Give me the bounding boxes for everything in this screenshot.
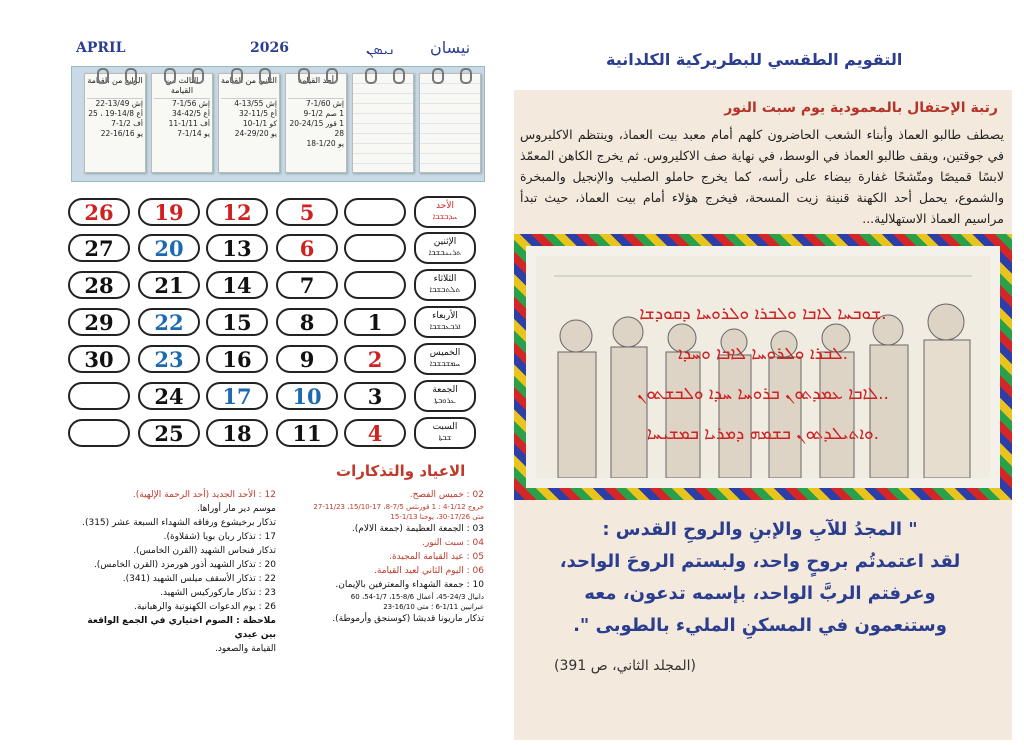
- feast-entry: 23 : تذكار ماركوركيس الشهيد.: [160, 588, 276, 598]
- weekday-arabic: الخميس: [429, 348, 461, 358]
- feast-entry: عبرانيين 1/11-6 ؛ متى 16/10-23: [383, 603, 484, 611]
- calendar-date-cell: 27: [68, 234, 130, 262]
- weekday-arabic: الجمعة: [432, 385, 458, 395]
- quote-line: لقد اعتمدتُم بروحٍ واحد، ولبستم الروحَ الواحد،: [559, 551, 961, 572]
- weekday-arabic: الإثنين: [433, 237, 457, 247]
- feast-entry: دانيال 24/3-45، أعمال 8/6-15، 1/7-54، 60: [350, 593, 484, 601]
- feast-entry: تذكار ماريونا قديشا (كوسنجق وأرموطة).: [332, 614, 484, 624]
- reading-line: أع 42/5-34: [171, 109, 210, 118]
- weekday-syriac: ܫܒܬܐ: [438, 433, 452, 442]
- feast-entry: 04 : سبت النور.: [422, 538, 484, 548]
- calendar-date-cell: 17: [206, 382, 268, 410]
- quote-line: وستنعمون في المسكنِ المليء بالطوبى ".: [573, 615, 947, 636]
- calendar-date-cell: 18: [206, 419, 268, 447]
- calendar-date-cell: 10: [276, 382, 338, 410]
- feast-entry: 02 : خميس الفصح.: [409, 490, 484, 500]
- calendar-date-cell: 28: [68, 271, 130, 299]
- feast-entry: 22 : تذكار الأسقف ميلس الشهيد (341).: [122, 574, 276, 584]
- feast-entry: 10 : جمعة الشهداء والمعترفين بالإيمان.: [335, 580, 484, 590]
- calendar-date-cell: [344, 234, 406, 262]
- weekday-label: [414, 232, 476, 264]
- feast-entry: 05 : عيد القيامة المجيدة.: [389, 552, 484, 562]
- weekday-syriac: ܥܪܘܒܬܐ: [434, 396, 456, 405]
- reading-line: إش 13/55-4: [234, 99, 277, 108]
- calendar-date-cell: 26: [68, 198, 130, 226]
- calendar-date-cell: 14: [206, 271, 268, 299]
- weekday-syriac: ܚܕܒܫܒܐ: [432, 212, 458, 221]
- reading-line: يو 1/14-7: [177, 129, 210, 138]
- feast-entry: موسم دير مار أوراها.: [196, 504, 276, 514]
- feasts-column-right: [290, 488, 484, 626]
- calendar-date-cell: 19: [138, 198, 200, 226]
- reading-line: إش 1/60-7: [306, 99, 344, 108]
- syriac-line: ܠܐܒܐ ܥܡܕܬܘܢ ܒܪܘܚܐ ܚܕܐ ܘܠܒܫܬܘܢ..: [637, 384, 889, 404]
- weekday-syriac: ܚܡܫܒܫܒܐ: [429, 359, 461, 368]
- reading-card: [218, 73, 280, 173]
- feast-entry: 12 : الأحد الجديد (أحد الرحمة الإلهية).: [132, 490, 276, 500]
- reading-line: أع 11/5-32: [238, 109, 277, 118]
- feast-entry: 03 : الجمعة العظيمة (جمعة الالام).: [351, 524, 484, 534]
- quote-reference: (المجلد الثاني، ص 391): [554, 658, 696, 674]
- reading-line: إش 13/49-22: [95, 99, 143, 108]
- calendar-date-cell: 12: [206, 198, 268, 226]
- calendar-date-cell: 3: [344, 382, 406, 410]
- blank-card: [352, 73, 414, 173]
- calendar-date-cell: 29: [68, 308, 130, 336]
- calendar-date-cell: [68, 382, 130, 410]
- feast-entry: 20 : تذكار الشهيد أذور هورمزد (القرن الخامس).: [93, 560, 276, 570]
- reading-line: كو 1/1-10: [242, 119, 277, 128]
- congregation-drawing: [536, 256, 990, 478]
- blank-card: [419, 73, 481, 173]
- reading-line: 1 قور 24/15-20: [289, 119, 344, 128]
- weekday-label: [414, 306, 476, 338]
- calendar-date-cell: 22: [138, 308, 200, 336]
- reading-line: أف 1/11-11: [168, 119, 210, 128]
- reading-line: أف 1/2-7: [111, 119, 143, 128]
- readings-notepad: [71, 66, 485, 182]
- calendar-date-cell: 6: [276, 234, 338, 262]
- syriac-line: ܠܒܪܐ ܘܠܪܘܚܐ ܠܐܒܐ ܘܚܕܐ.: [677, 344, 848, 364]
- reading-line: 1 صم 1/2-9: [303, 109, 344, 118]
- weekday-label: [414, 417, 476, 449]
- calendar-date-cell: 25: [138, 419, 200, 447]
- reading-line: يو 29/20-24: [234, 129, 277, 138]
- weekday-label: [414, 269, 476, 301]
- quote-line: وعرفتم الربَّ الواحد، بإسمه تدعون، معه: [584, 583, 936, 604]
- month-syriac: ܢܝܣܢ: [366, 42, 395, 58]
- reading-card-title: الثالث من القيامة: [154, 76, 210, 99]
- feast-entry: 06 : اليوم الثاني لعيد القيامة.: [374, 566, 484, 576]
- feast-entry: 17 : تذكار ربان بويا (شقلاوة).: [163, 532, 276, 542]
- reading-line: 28: [334, 129, 344, 138]
- feast-entry: ملاحظة : الصوم اختياري في الجمع الواقعة بين عيدي: [87, 616, 276, 640]
- calendar-date-cell: 24: [138, 382, 200, 410]
- calendar-date-cell: 30: [68, 345, 130, 373]
- reading-line: أع 14/8-19 ، 25: [88, 109, 143, 118]
- feast-entry: خروج 1/12-4 : 1 قورنثس 7/5-8، 17-15/10، 11/23-27: [313, 503, 484, 511]
- calendar-date-cell: [68, 419, 130, 447]
- calendar-date-cell: 21: [138, 271, 200, 299]
- reading-line: يو 1/20-18: [306, 139, 344, 148]
- weekday-syriac: ܬܪܝܢܒܫܒܐ: [428, 248, 462, 257]
- weekday-label: [414, 343, 476, 375]
- syriac-line: ܫܘܒܚܐ ܠܐܒܐ ܘܠܒܪܐ ܘܠܪܘܚܐ ܕܩܘܕܫܐ.: [639, 304, 887, 324]
- page-title: التقويم الطقسي للبطريركية الكلدانية: [606, 50, 903, 69]
- calendar-date-cell: 23: [138, 345, 200, 373]
- month-english: APRIL: [76, 40, 126, 56]
- calendar-date-cell: 16: [206, 345, 268, 373]
- calendar-date-cell: 5: [276, 198, 338, 226]
- reading-card-title: الثاني من القيامة: [221, 76, 277, 99]
- weekday-label: [414, 196, 476, 228]
- year: 2026: [250, 40, 289, 56]
- reading-card: [285, 73, 347, 173]
- feasts-column-left: [74, 488, 276, 656]
- calendar-date-cell: 15: [206, 308, 268, 336]
- calendar-date-cell: 13: [206, 234, 268, 262]
- calendar-date-cell: 7: [276, 271, 338, 299]
- reading-card: [84, 73, 146, 173]
- feast-entry: 26 : يوم الدعوات الكهنوتية والرهبانية.: [134, 602, 276, 612]
- reading-card-title: الرابع من القيامة: [87, 76, 143, 99]
- calendar-date-cell: 8: [276, 308, 338, 336]
- feasts-title: الاعياد والتذكارات: [336, 462, 466, 480]
- weekday-arabic: السبت: [432, 422, 458, 432]
- calendar-date-cell: 1: [344, 308, 406, 336]
- calendar-date-cell: 2: [344, 345, 406, 373]
- feast-entry: تذكار فنحاس الشهيد (القرن الخامس).: [133, 546, 276, 556]
- calendar-date-cell: 9: [276, 345, 338, 373]
- reading-line: إش 1/56-7: [172, 99, 210, 108]
- weekday-arabic: الأربعاء: [432, 311, 458, 321]
- weekday-arabic: الثلاثاء: [433, 274, 457, 284]
- quote-line: " المجدُ للآبِ والإبنِ والروحِ القدس :: [602, 519, 918, 540]
- weekday-syriac: ܐܪܒܥܒܫܒܐ: [429, 322, 461, 331]
- feast-entry: متى 17/26-30، يوحنا 1/13-15: [390, 513, 484, 521]
- weekday-arabic: الأحد: [436, 201, 454, 211]
- syriac-line: ܘܐܬܝܠܕܬܘܢ ܒܫܡܗ ܕܡܪܝܐ ܒܡܫܝܚܐ.: [646, 424, 880, 444]
- reading-card-title: أحد القيامة: [288, 76, 344, 99]
- month-arabic: نيسان: [430, 38, 471, 57]
- calendar-date-cell: 4: [344, 419, 406, 447]
- weekday-label: [414, 380, 476, 412]
- weekday-syriac: ܬܠܬܒܫܒܐ: [429, 285, 461, 294]
- calendar-date-cell: [344, 271, 406, 299]
- calendar-date-cell: 11: [276, 419, 338, 447]
- calendar-date-cell: [344, 198, 406, 226]
- baptism-illustration: [514, 234, 1012, 500]
- section-subtitle: رتبة الإحتفال بالمعمودية يوم سبت النور: [724, 100, 998, 116]
- intro-paragraph: يصطف طالبو العماذ وأبناء الشعب الحاضرون كلهم أمام معبد بيت العماذ، وينتظم الاكليروس في جوقتين، ويقف طالبو العماذ في الوسط، في نهاية صف الاكليروس. ثم يخرج الكاهن المعمّذ لابسًا قميصًا ومتّشحًا غفارة بيضاء على رأسه، كما يخرج حاملو الصليب والإنجيل والمبخرة والشموع، يحمل أحد الكهنة قنينة زيت المسحة، فيخرج هؤلاء أمام بيت العماذ، حيث تبدأ مراسيم العماذ الاستهلالية...: [520, 127, 1004, 226]
- feast-entry: تذكار برخيشوع ورفاقه الشهداء السبعة عشر (315).: [82, 518, 276, 528]
- reading-line: يو 16/16-22: [100, 129, 143, 138]
- reading-card: [151, 73, 213, 173]
- quote-block: [520, 514, 1000, 642]
- calendar-date-cell: 20: [138, 234, 200, 262]
- feast-entry: القيامة والصعود.: [214, 644, 276, 654]
